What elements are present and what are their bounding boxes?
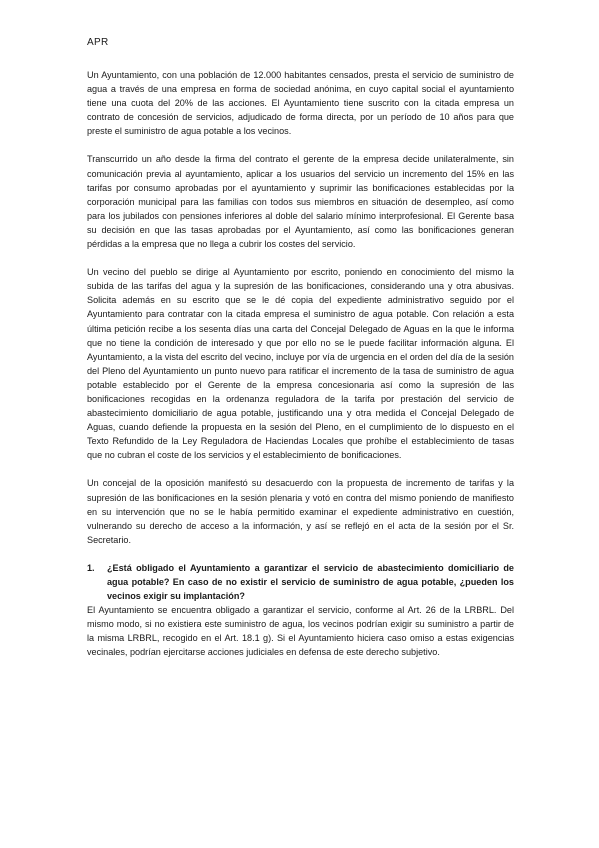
paragraph-gerente: Transcurrido un año desde la firma del contrato el gerente de la empresa decide unilateralmente, sin comunicación previa al ayuntamiento, aplicar a los usuarios del servicio un incremento del 15% en las tarifas por consumo aprobadas por el ayuntamiento y suprimir las bonificaciones establecidas por la corporación municipal para las familias con todos sus miembros en situación de desempleo, así como para los jubilados con pensiones inferiores al doble del salario mínimo interprofesional. El Gerente basa su decisión en que las tasas aprobadas por el Ayuntamiento, así como las bonificaciones generan pérdidas a la empresa que no llega a cubrir los costes del servicio. [87, 154, 514, 250]
answer-1: El Ayuntamiento se encuentra obligado a garantizar el servicio, conforme al Art. 26 de la LRBRL. Del mismo modo, si no existiera este suministro de agua, los vecinos podrían exigir su suministro a partir de la misma LRBRL, recogido en el Art. 18.1 g). Si el Ayuntamiento hiciera caso omiso a estas exigencias vecinales, podrían ejercitarse acciones judiciales en defensa de este derecho subjetivo. [87, 605, 514, 658]
question-1 [87, 561, 514, 603]
paragraph-intro: Un Ayuntamiento, con una población de 12.000 habitantes censados, presta el servicio de suministro de agua a través de una empresa en forma de sociedad anónima, en cuyo capital social el ayuntamiento tiene una cuota del 20% de las acciones. El Ayuntamiento tiene suscrito con la citada empresa un contrato de concesión de servicios, adjudicado de forma directa, por un período de 10 años para que preste el suministro de agua potable a los vecinos. [87, 70, 514, 137]
paragraph-concejal: Un concejal de la oposición manifestó su desacuerdo con la propuesta de incremento de tarifas y la supresión de las bonificaciones en la sesión plenaria y votó en contra del mismo poniendo de manifiesto en su intervención que no se le había permitido examinar el expediente administrativo en cuestión, vulnerando su derecho de acceso a la información, y así se reflejó en el acta de la sesión por el Sr. Secretario. [87, 478, 514, 545]
page-header: APR [87, 37, 109, 48]
question-number: 1. [87, 562, 95, 573]
document-body [87, 68, 514, 660]
paragraph-vecino: Un vecino del pueblo se dirige al Ayuntamiento por escrito, poniendo en conocimiento del mismo la subida de las tarifas del agua y la supresión de las bonificaciones, considerando una y otra abusivas. Solicita además en su escrito que se le dé copia del expediente administrativo seguido por el Ayuntamiento para contratar con la citada empresa el suministro de agua potable. Con relación a esta última petición recibe a los sesenta días una carta del Concejal Delegado de Aguas en la que le informa que no tiene la condición de interesado y que por ello no se le puede facilitar información alguna. El Ayuntamiento, a la vista del escrito del vecino, incluye por vía de urgencia en el orden del día de la sesión del Pleno del Ayuntamiento un punto nuevo para ratificar el incremento de la tasa de suministro de agua potable establecido por el Gerente de la empresa concesionaria así como la supresión de las bonificaciones recogidas en la ordenanza reguladora de la tarifa por prestación del servicio de abastecimiento domiciliario de agua potable, justificando una y otra medida el Concejal Delegado de Aguas, cuando defiende la propuesta en la sesión del Pleno, en el cumplimiento de lo dispuesto en el Texto Refundido de la Ley Reguladora de Haciendas Locales que prohíbe el establecimiento de tasas que no cubran el coste de los servicios y el establecimiento de bonificaciones. [87, 267, 514, 461]
question-text: ¿Está obligado el Ayuntamiento a garantizar el servicio de abastecimiento domiciliario de agua potable? En caso de no existir el servicio de suministro de agua potable, ¿pueden los vecinos exigir su implantación? [107, 562, 514, 602]
